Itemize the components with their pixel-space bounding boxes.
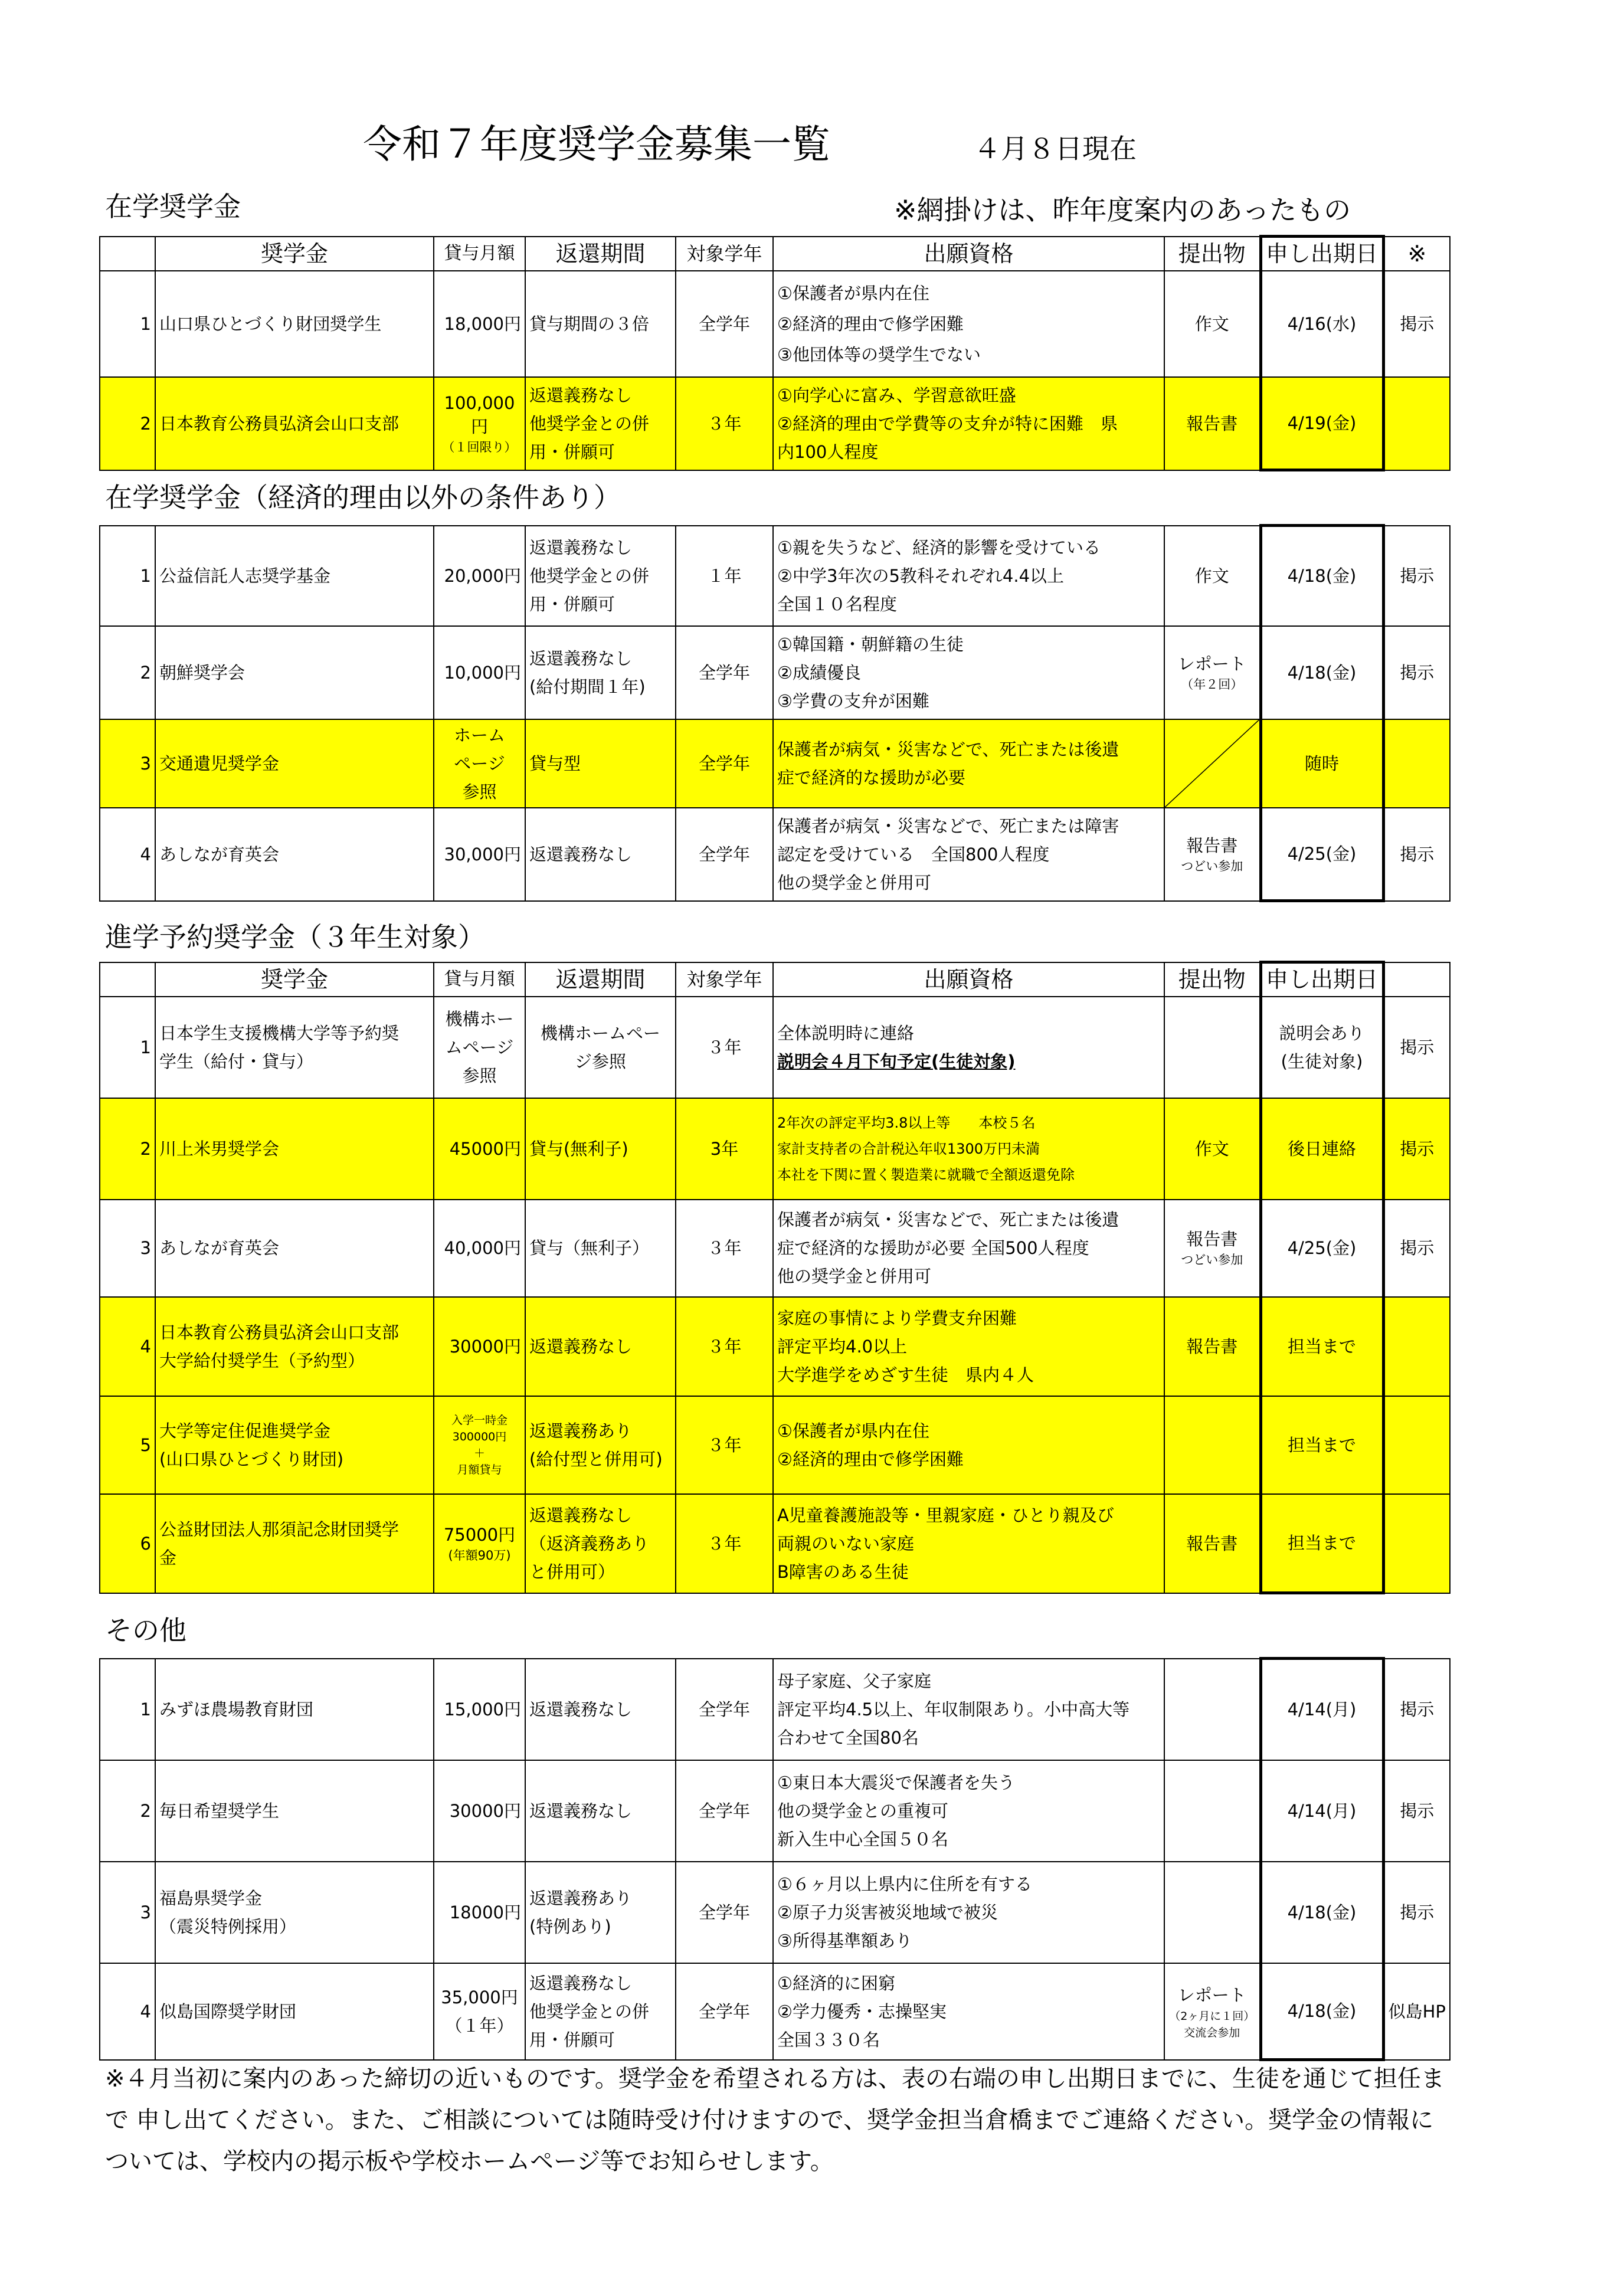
repay-period: 貸与期間の３倍 bbox=[525, 271, 676, 377]
target-grade: ３年 bbox=[676, 1200, 773, 1297]
qualification: ①東日本大震災で保護者を失う 他の奨学金との重複可 新入生中心全国５０名 bbox=[773, 1760, 1164, 1862]
qualification: ①保護者が県内在住 ②経済的理由で修学困難 bbox=[773, 1396, 1164, 1494]
scholarship-name: みずほ農場教育財団 bbox=[155, 1659, 434, 1760]
submission bbox=[1164, 1862, 1260, 1963]
mark: 掲示 bbox=[1383, 626, 1450, 719]
monthly-amount: 75000円 (年額90万) bbox=[434, 1494, 525, 1593]
repay-period: 貸与（無利子） bbox=[525, 1200, 676, 1297]
header-submit: 提出物 bbox=[1164, 237, 1260, 271]
target-grade: 全学年 bbox=[676, 1963, 773, 2060]
monthly-amount: 100,000円 （１回限り） bbox=[434, 377, 525, 470]
scholarship-name: 山口県ひとづくり財団奨学生 bbox=[155, 271, 434, 377]
target-grade: ３年 bbox=[676, 377, 773, 470]
repay-period: 返還義務あり (特例あり) bbox=[525, 1862, 676, 1963]
scholarship-name: 川上米男奨学会 bbox=[155, 1098, 434, 1200]
mark: 掲示 bbox=[1383, 808, 1450, 901]
submission: 作文 bbox=[1164, 526, 1260, 626]
repay-period: 機構ホームペー ジ参照 bbox=[525, 997, 676, 1098]
mark: 似島HP bbox=[1383, 1963, 1450, 2060]
repay-period: 返還義務なし bbox=[525, 1297, 676, 1396]
deadline: 4/18(金) bbox=[1260, 526, 1383, 626]
table-row: 2 毎日希望奨学生 30000円 返還義務なし 全学年 ①東日本大震災で保護者を失う 他の奨学金との重複可 新入生中心全国５０名 4/14(月) 掲示 bbox=[100, 1760, 1450, 1862]
scholarship-name: 日本学生支援機構大学等予約奨 学生（給付・貸与） bbox=[155, 997, 434, 1098]
deadline: 4/25(金) bbox=[1260, 1200, 1383, 1297]
table-row: 5 大学等定住促進奨学金 (山口県ひとづくり財団) 入学一時金 300000円 ＋ 月額貸与 返還義務あり (給付型と併用可) ３年 ①保護者が県内在住 ②経済的理由で修学困難 担当まで bbox=[100, 1396, 1450, 1494]
qualification: A児童養護施設等・里親家庭・ひとり親及び 両親のいない家庭 B障害のある生徒 bbox=[773, 1494, 1164, 1593]
scholarship-name: あしなが育英会 bbox=[155, 1200, 434, 1297]
table-row: 3 あしなが育英会 40,000円 貸与（無利子） ３年 保護者が病気・災害などで、死亡または後遺 症で経済的な援助が必要 全国500人程度 他の奨学金と併用可 報告書 つどい参加 4/25(金) 掲示 bbox=[100, 1200, 1450, 1297]
monthly-amount: 30000円 bbox=[434, 1760, 525, 1862]
table-row: 2 川上米男奨学会 45000円 貸与(無利子) 3年 2年次の評定平均3.8以上等 本校５名 家計支持者の合計税込年収1300万円未満 本社を下関に置く製造業に就職で全額返還免除 作文 後日連絡 掲示 bbox=[100, 1098, 1450, 1200]
qualification: ①親を失うなど、経済的影響を受けている ②中学3年次の5教科それぞれ4.4以上 全国１０名程度 bbox=[773, 526, 1164, 626]
target-grade: ３年 bbox=[676, 1494, 773, 1593]
mark bbox=[1383, 377, 1450, 470]
table-row: 1 山口県ひとづくり財団奨学生 18,000円 貸与期間の３倍 全学年 ①保護者が県内在住 ②経済的理由で修学困難 ③他団体等の奨学生でない 作文 4/16(水) 掲示 bbox=[100, 271, 1450, 377]
monthly-amount: 30,000円 bbox=[434, 808, 525, 901]
submission: 作文 bbox=[1164, 271, 1260, 377]
scholarship-name: 大学等定住促進奨学金 (山口県ひとづくり財団) bbox=[155, 1396, 434, 1494]
target-grade: 全学年 bbox=[676, 271, 773, 377]
monthly-amount: 入学一時金 300000円 ＋ 月額貸与 bbox=[434, 1396, 525, 1494]
submission bbox=[1164, 1396, 1260, 1494]
repay-period: 返還義務なし bbox=[525, 1760, 676, 1862]
scholarship-name: 福島県奨学金 （震災特例採用） bbox=[155, 1862, 434, 1963]
monthly-amount: 40,000円 bbox=[434, 1200, 525, 1297]
scholarship-name: 公益財団法人那須記念財団奨学 金 bbox=[155, 1494, 434, 1593]
table-row: 3 福島県奨学金 （震災特例採用） 18000円 返還義務あり (特例あり) 全学年 ①６ヶ月以上県内に住所を有する ②原子力災害被災地域で被災 ③所得基準額あり 4/18(金) 掲示 bbox=[100, 1862, 1450, 1963]
repay-period: 返還義務なし 他奨学金との併 用・併願可 bbox=[525, 1963, 676, 2060]
deadline: 4/14(月) bbox=[1260, 1659, 1383, 1760]
qualification: 家庭の事情により学費支弁困難 評定平均4.0以上 大学進学をめざす生徒 県内４人 bbox=[773, 1297, 1164, 1396]
mark: 掲示 bbox=[1383, 997, 1450, 1098]
scholarship-name: 日本教育公務員弘済会山口支部 bbox=[155, 377, 434, 470]
qualification: ①保護者が県内在住 ②経済的理由で修学困難 ③他団体等の奨学生でない bbox=[773, 271, 1164, 377]
section-title-advance: 進学予約奨学金（３年生対象） bbox=[105, 921, 485, 953]
monthly-amount: 20,000円 bbox=[434, 526, 525, 626]
monthly-amount: ホーム ページ 参照 bbox=[434, 719, 525, 808]
header-grade: 対象学年 bbox=[676, 237, 773, 271]
qualification: 保護者が病気・災害などで、死亡または後遺 症で経済的な援助が必要 全国500人程度 他の奨学金と併用可 bbox=[773, 1200, 1164, 1297]
deadline: 4/19(金) bbox=[1260, 377, 1383, 470]
submission: 報告書 bbox=[1164, 1494, 1260, 1593]
deadline: 後日連絡 bbox=[1260, 1098, 1383, 1200]
qualification: 全体説明時に連絡 説明会４月下旬予定(生徒対象) bbox=[773, 997, 1164, 1098]
table-row: 4 似島国際奨学財団 35,000円 （１年） 返還義務なし 他奨学金との併 用・併願可 全学年 ①経済的に困窮 ②学力優秀・志操堅実 全国３３０名 レポート （2ヶ月に１回） 交流会参加 4/18(金) 似島HP bbox=[100, 1963, 1450, 2060]
section-title-other-conditions: 在学奨学金（経済的理由以外の条件あり） bbox=[105, 482, 621, 513]
header-deadline: 申し出期日 bbox=[1260, 237, 1383, 271]
repay-period: 貸与型 bbox=[525, 719, 676, 808]
mark: 掲示 bbox=[1383, 1862, 1450, 1963]
scholarship-name: 似島国際奨学財団 bbox=[155, 1963, 434, 2060]
repay-period: 返還義務なし bbox=[525, 1659, 676, 1760]
target-grade: ３年 bbox=[676, 1297, 773, 1396]
monthly-amount: 機構ホー ムページ 参照 bbox=[434, 997, 525, 1098]
deadline: 4/14(月) bbox=[1260, 1760, 1383, 1862]
mark bbox=[1383, 719, 1450, 808]
target-grade: 全学年 bbox=[676, 808, 773, 901]
qualification: 母子家庭、父子家庭 評定平均4.5以上、年収制限あり。小中高大等 合わせて全国80名 bbox=[773, 1659, 1164, 1760]
header-qualify: 出願資格 bbox=[773, 237, 1164, 271]
monthly-amount: 45000円 bbox=[434, 1098, 525, 1200]
monthly-amount: 30000円 bbox=[434, 1297, 525, 1396]
repay-period: 返還義務なし (給付期間１年) bbox=[525, 626, 676, 719]
table-row: 6 公益財団法人那須記念財団奨学 金 75000円 (年額90万) 返還義務なし （返済義務あり と併用可） ３年 A児童養護施設等・里親家庭・ひとり親及び 両親のいない家庭 B障害のある生徒 報告書 担当まで bbox=[100, 1494, 1450, 1593]
qualification: 保護者が病気・災害などで、死亡または障害 認定を受けている 全国800人程度 他の奨学金と併用可 bbox=[773, 808, 1164, 901]
monthly-amount: 15,000円 bbox=[434, 1659, 525, 1760]
repay-period: 返還義務なし （返済義務あり と併用可） bbox=[525, 1494, 676, 1593]
mark: 掲示 bbox=[1383, 526, 1450, 626]
deadline: 担当まで bbox=[1260, 1297, 1383, 1396]
scholarship-name: 日本教育公務員弘済会山口支部 大学給付奨学生（予約型） bbox=[155, 1297, 434, 1396]
submission bbox=[1164, 1659, 1260, 1760]
table-others bbox=[99, 1657, 1451, 2061]
table-row: 1 みずほ農場教育財団 15,000円 返還義務なし 全学年 母子家庭、父子家庭 評定平均4.5以上、年収制限あり。小中高大等 合わせて全国80名 4/14(月) 掲示 bbox=[100, 1659, 1450, 1760]
shading-note: ※網掛けは、昨年度案内のあったもの bbox=[894, 194, 1351, 226]
submission-not-applicable bbox=[1164, 719, 1260, 808]
deadline: 4/18(金) bbox=[1260, 1963, 1383, 2060]
repay-period: 返還義務あり (給付型と併用可) bbox=[525, 1396, 676, 1494]
table-in-school bbox=[99, 235, 1451, 471]
mark: 掲示 bbox=[1383, 1200, 1450, 1297]
repay-period: 返還義務なし bbox=[525, 808, 676, 901]
table-row: 4 あしなが育英会 30,000円 返還義務なし 全学年 保護者が病気・災害などで、死亡または障害 認定を受けている 全国800人程度 他の奨学金と併用可 報告書 つどい参加 4/25(金) 掲示 bbox=[100, 808, 1450, 901]
header-no bbox=[100, 237, 155, 271]
mark bbox=[1383, 1494, 1450, 1593]
target-grade: 3年 bbox=[676, 1098, 773, 1200]
qualification: 2年次の評定平均3.8以上等 本校５名 家計支持者の合計税込年収1300万円未満 本社を下関に置く製造業に就職で全額返還免除 bbox=[773, 1098, 1164, 1200]
scholarship-name: 交通遺児奨学金 bbox=[155, 719, 434, 808]
mark bbox=[1383, 1396, 1450, 1494]
target-grade: 全学年 bbox=[676, 1659, 773, 1760]
table-other-conditions bbox=[99, 524, 1451, 902]
target-grade: ３年 bbox=[676, 997, 773, 1098]
target-grade: ３年 bbox=[676, 1396, 773, 1494]
footer-note: ※４月当初に案内のあった締切の近いものです。奨学金を希望される方は、表の右端の申し出期日までに、生徒を通じて担任まで 申し出てください。また、ご相談については随時受け付けますので、奨学金担当倉橋までご連絡ください。奨学金の情報については、学校内の掲示板や学校ホームページ等でお知らせします。 bbox=[105, 2065, 1445, 2175]
deadline: 4/25(金) bbox=[1260, 808, 1383, 901]
scholarship-name: 公益信託人志奨学基金 bbox=[155, 526, 434, 626]
table-row: 1 公益信託人志奨学基金 20,000円 返還義務なし 他奨学金との併 用・併願可 １年 ①親を失うなど、経済的影響を受けている ②中学3年次の5教科それぞれ4.4以上 全国１０名程度 作文 4/18(金) 掲示 bbox=[100, 526, 1450, 626]
qualification: ①向学心に富み、学習意欲旺盛 ②経済的理由で学費等の支弁が特に困難 県 内100人程度 bbox=[773, 377, 1164, 470]
mark: 掲示 bbox=[1383, 1659, 1450, 1760]
submission: レポート （2ヶ月に１回） 交流会参加 bbox=[1164, 1963, 1260, 2060]
mark bbox=[1383, 1297, 1450, 1396]
submission: レポート （年２回） bbox=[1164, 626, 1260, 719]
submission: 報告書 bbox=[1164, 377, 1260, 470]
table-row: 4 日本教育公務員弘済会山口支部 大学給付奨学生（予約型） 30000円 返還義務なし ３年 家庭の事情により学費支弁困難 評定平均4.0以上 大学進学をめざす生徒 県内４人 報告書 担当まで bbox=[100, 1297, 1450, 1396]
monthly-amount: 18000円 bbox=[434, 1862, 525, 1963]
table-row: 3 交通遺児奨学金 ホーム ページ 参照 貸与型 全学年 保護者が病気・災害などで、死亡または後遺 症で経済的な援助が必要 随時 bbox=[100, 719, 1450, 808]
mark: 掲示 bbox=[1383, 1098, 1450, 1200]
section-title-in-school: 在学奨学金 bbox=[105, 191, 241, 222]
as-of-date: ４月８日現在 bbox=[974, 133, 1137, 165]
table-header: 奨学金 貸与月額 返還期間 対象学年 出願資格 提出物 申し出期日 bbox=[100, 962, 1450, 997]
table-row: 2 朝鮮奨学会 10,000円 返還義務なし (給付期間１年) 全学年 ①韓国籍・朝鮮籍の生徒 ②成績優良 ③学費の支弁が困難 レポート （年２回） 4/18(金) 掲示 bbox=[100, 626, 1450, 719]
repay-period: 返還義務なし 他奨学金との併 用・併願可 bbox=[525, 526, 676, 626]
mark: 掲示 bbox=[1383, 1760, 1450, 1862]
target-grade: 全学年 bbox=[676, 1862, 773, 1963]
submission: 報告書 bbox=[1164, 1297, 1260, 1396]
submission bbox=[1164, 1760, 1260, 1862]
section-title-others: その他 bbox=[105, 1614, 186, 1646]
table-row: 2 日本教育公務員弘済会山口支部 100,000円 （１回限り） 返還義務なし 他奨学金との併 用・併願可 ３年 ①向学心に富み、学習意欲旺盛 ②経済的理由で学費等の支弁が特に困難 県 内100人程度 報告書 4/19(金) bbox=[100, 377, 1450, 470]
monthly-amount: 10,000円 bbox=[434, 626, 525, 719]
deadline: 説明会あり (生徒対象) bbox=[1260, 997, 1383, 1098]
page-title: 令和７年度奨学金募集一覧 bbox=[363, 122, 830, 167]
mark: 掲示 bbox=[1383, 271, 1450, 377]
header-mark: ※ bbox=[1383, 237, 1450, 271]
target-grade: １年 bbox=[676, 526, 773, 626]
table-row: 1 日本学生支援機構大学等予約奨 学生（給付・貸与） 機構ホー ムページ 参照 機構ホームペー ジ参照 ３年 全体説明時に連絡 説明会４月下旬予定(生徒対象) 説明会あり (生徒対象) 掲示 bbox=[100, 997, 1450, 1098]
deadline: 4/16(水) bbox=[1260, 271, 1383, 377]
qualification: ①経済的に困窮 ②学力優秀・志操堅実 全国３３０名 bbox=[773, 1963, 1164, 2060]
qualification: 保護者が病気・災害などで、死亡または後遺 症で経済的な援助が必要 bbox=[773, 719, 1164, 808]
target-grade: 全学年 bbox=[676, 719, 773, 808]
deadline: 担当まで bbox=[1260, 1494, 1383, 1593]
deadline: 随時 bbox=[1260, 719, 1383, 808]
monthly-amount: 18,000円 bbox=[434, 271, 525, 377]
deadline: 担当まで bbox=[1260, 1396, 1383, 1494]
header-name: 奨学金 bbox=[155, 237, 434, 271]
submission: 報告書 つどい参加 bbox=[1164, 808, 1260, 901]
header-repay: 返還期間 bbox=[525, 237, 676, 271]
submission bbox=[1164, 997, 1260, 1098]
repay-period: 貸与(無利子) bbox=[525, 1098, 676, 1200]
deadline: 4/18(金) bbox=[1260, 1862, 1383, 1963]
repay-period: 返還義務なし 他奨学金との併 用・併願可 bbox=[525, 377, 676, 470]
qualification: ①６ヶ月以上県内に住所を有する ②原子力災害被災地域で被災 ③所得基準額あり bbox=[773, 1862, 1164, 1963]
deadline: 4/18(金) bbox=[1260, 626, 1383, 719]
table-advance bbox=[99, 961, 1451, 1594]
scholarship-name: あしなが育英会 bbox=[155, 808, 434, 901]
target-grade: 全学年 bbox=[676, 1760, 773, 1862]
header-amount: 貸与月額 bbox=[434, 237, 525, 271]
submission: 報告書 つどい参加 bbox=[1164, 1200, 1260, 1297]
scholarship-name: 朝鮮奨学会 bbox=[155, 626, 434, 719]
qualification: ①韓国籍・朝鮮籍の生徒 ②成績優良 ③学費の支弁が困難 bbox=[773, 626, 1164, 719]
monthly-amount: 35,000円 （１年） bbox=[434, 1963, 525, 2060]
scholarship-name: 毎日希望奨学生 bbox=[155, 1760, 434, 1862]
submission: 作文 bbox=[1164, 1098, 1260, 1200]
target-grade: 全学年 bbox=[676, 626, 773, 719]
